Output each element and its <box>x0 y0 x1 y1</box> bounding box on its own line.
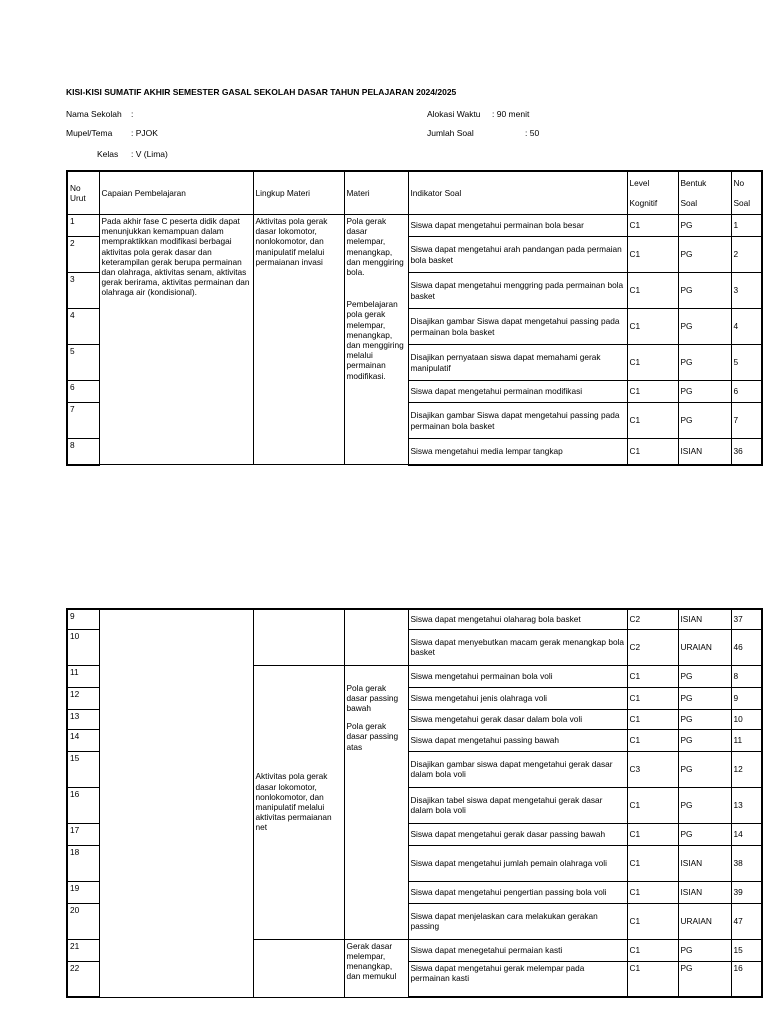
level-kognitif-cell: C1 <box>627 215 678 237</box>
bentuk-soal-cell: PG <box>678 273 731 309</box>
no-soal-cell: 39 <box>731 881 762 903</box>
level-kognitif-cell: C1 <box>627 381 678 403</box>
no-urut-cell: 1 <box>67 215 99 237</box>
no-urut-cell: 10 <box>67 629 99 665</box>
no-urut-cell: 12 <box>67 687 99 709</box>
level-kognitif-cell: C1 <box>627 729 678 751</box>
level-kognitif-cell: C1 <box>627 939 678 961</box>
indikator-cell: Siswa dapat menegetahui permaian kasti <box>408 939 627 961</box>
bentuk-soal-cell: ISIAN <box>678 845 731 881</box>
bentuk-soal-cell: URAIAN <box>678 629 731 665</box>
no-urut-cell: 15 <box>67 751 99 787</box>
no-soal-cell: 16 <box>731 961 762 997</box>
no-soal-cell: 10 <box>731 709 762 729</box>
no-soal-cell: 37 <box>731 609 762 629</box>
no-urut-cell: 5 <box>67 345 99 381</box>
document-title: KISI-KISI SUMATIF AKHIR SEMESTER GASAL SEKOLAH DASAR TAHUN PELAJARAN 2024/2025 <box>66 87 457 97</box>
nama-sekolah-label: Nama Sekolah <box>66 109 122 119</box>
no-urut-cell: 19 <box>67 881 99 903</box>
indikator-cell: Siswa dapat mengetahui permainan bola besar <box>408 215 627 237</box>
level-kognitif-cell: C1 <box>627 665 678 687</box>
level-kognitif-cell: C3 <box>627 751 678 787</box>
level-kognitif-cell: C1 <box>627 823 678 845</box>
no-urut-cell: 2 <box>67 237 99 273</box>
no-urut-cell: 20 <box>67 903 99 939</box>
level-kognitif-cell: C2 <box>627 629 678 665</box>
no-soal-cell: 15 <box>731 939 762 961</box>
no-soal-cell: 47 <box>731 903 762 939</box>
materi-text-1: Pola gerak dasar melempar, menangkap, dan menggiring bola. <box>346 216 404 278</box>
no-soal-cell: 14 <box>731 823 762 845</box>
table-row <box>67 609 762 629</box>
indikator-cell: Siswa dapat mengetahui permainan modifikasi <box>408 381 627 403</box>
lingkup-cell: Aktivitas pola gerak dasar lokomotor, nonlokomotor, dan manipulatif melalui permaianan invasi <box>253 215 344 465</box>
no-soal-cell: 46 <box>731 629 762 665</box>
no-urut-cell: 16 <box>67 787 99 823</box>
materi-passing-cell <box>344 665 408 939</box>
indikator-cell: Siswa dapat menyebutkan macam gerak menangkap bola basket <box>408 629 627 665</box>
no-urut-cell: 9 <box>67 609 99 629</box>
bentuk-soal-cell: PG <box>678 939 731 961</box>
kelas-value: : V (Lima) <box>131 149 168 159</box>
indikator-cell: Disajikan gambar siswa dapat mengetahui gerak dasar dalam bola voli <box>408 751 627 787</box>
bentuk-soal-cell: PG <box>678 687 731 709</box>
lingkup-kasti-cell-empty <box>253 939 344 997</box>
level-kognitif-cell: C1 <box>627 961 678 997</box>
no-soal-cell: 36 <box>731 439 762 465</box>
alokasi-waktu-label: Alokasi Waktu <box>427 109 481 119</box>
no-soal-cell: 11 <box>731 729 762 751</box>
no-soal-cell: 9 <box>731 687 762 709</box>
kelas-label: Kelas <box>97 149 119 159</box>
kisi-kisi-table-page1 <box>66 170 763 466</box>
level-kognitif-cell: C1 <box>627 309 678 345</box>
capaian-cell: Pada akhir fase C peserta didik dapat menunjukkan kemampuan dalam mempraktikkan modifikasi berbagai aktivitas pola gerak dasar dan keterampilan gerak berupa permainan dan olahraga, aktivitas senam, aktivitas gerak berirama, aktivitas permainan dan olahraga air (kondisional). <box>99 215 253 465</box>
no-soal-cell: 38 <box>731 845 762 881</box>
bentuk-soal-cell: PG <box>678 403 731 439</box>
materi-passing-bawah: Pola gerak dasar passing bawah <box>346 682 399 713</box>
no-soal-cell: 13 <box>731 787 762 823</box>
bentuk-soal-cell: ISIAN <box>678 609 731 629</box>
no-urut-cell: 4 <box>67 309 99 345</box>
level-kognitif-cell: C1 <box>627 903 678 939</box>
indikator-cell: Siswa dapat menjelaskan cara melakukan gerakan passing <box>408 903 627 939</box>
jumlah-soal-value: : 50 <box>525 128 540 138</box>
no-urut-cell: 7 <box>67 403 99 439</box>
no-soal-cell: 12 <box>731 751 762 787</box>
materi-cell <box>344 215 408 465</box>
bentuk-soal-cell: ISIAN <box>678 439 731 465</box>
indikator-cell: Siswa mengetahui jenis olahraga voli <box>408 687 627 709</box>
bentuk-soal-cell: PG <box>678 823 731 845</box>
level-kognitif-cell: C1 <box>627 237 678 273</box>
indikator-cell: Disajikan pernyataan siswa dapat memahami gerak manipulatif <box>408 345 627 381</box>
level-kognitif-cell: C1 <box>627 845 678 881</box>
lingkup-net-cell: Aktivitas pola gerak dasar lokomotor, nonlokomotor, dan manipulatif melalui aktivitas permaianan net <box>253 665 344 939</box>
col-header-no-soal <box>731 171 762 215</box>
indikator-cell: Siswa dapat mengetahui gerak melempar pada permainan kasti <box>408 961 627 997</box>
no-urut-cell: 14 <box>67 729 99 751</box>
level-kognitif-cell: C2 <box>627 609 678 629</box>
no-urut-cell: 6 <box>67 381 99 403</box>
bentuk-soal-cell: PG <box>678 345 731 381</box>
indikator-cell: Siswa mengetahui media lempar tangkap <box>408 439 627 465</box>
header-text-line: Bentuk <box>680 178 707 188</box>
bentuk-soal-cell: ISIAN <box>678 881 731 903</box>
header-text-line: Level <box>629 178 650 188</box>
indikator-cell: Siswa mengetahui gerak dasar dalam bola voli <box>408 709 627 729</box>
col-header-lingkup: Lingkup Materi <box>253 171 344 215</box>
header-text-line: Soal <box>733 198 751 208</box>
level-kognitif-cell: C1 <box>627 881 678 903</box>
no-soal-cell: 6 <box>731 381 762 403</box>
bentuk-soal-cell: PG <box>678 665 731 687</box>
col-header-indikator: Indikator Soal <box>408 171 627 215</box>
bentuk-soal-cell: PG <box>678 751 731 787</box>
lingkup-cell-empty <box>253 609 344 665</box>
no-soal-cell: 4 <box>731 309 762 345</box>
bentuk-soal-cell: URAIAN <box>678 903 731 939</box>
no-urut-cell: 18 <box>67 845 99 881</box>
indikator-cell: Disajikan tabel siswa dapat mengetahui gerak dasar dalam bola voli <box>408 787 627 823</box>
bentuk-soal-cell: PG <box>678 381 731 403</box>
col-header-no-urut: No Urut <box>67 171 99 215</box>
materi-passing-atas: Pola gerak dasar passing atas <box>346 721 399 752</box>
bentuk-soal-cell: PG <box>678 309 731 345</box>
level-kognitif-cell: C1 <box>627 787 678 823</box>
no-soal-cell: 2 <box>731 237 762 273</box>
level-kognitif-cell: C1 <box>627 709 678 729</box>
no-urut-cell: 13 <box>67 709 99 729</box>
indikator-cell: Disajikan gambar Siswa dapat mengetahui passing pada permainan bola basket <box>408 403 627 439</box>
bentuk-soal-cell: PG <box>678 961 731 997</box>
bentuk-soal-cell: PG <box>678 709 731 729</box>
indikator-cell: Siswa dapat mengetahui gerak dasar passing bawah <box>408 823 627 845</box>
bentuk-soal-cell: PG <box>678 215 731 237</box>
bentuk-soal-cell: PG <box>678 729 731 751</box>
no-urut-cell: 17 <box>67 823 99 845</box>
level-kognitif-cell: C1 <box>627 345 678 381</box>
nama-sekolah-value: : <box>131 109 134 119</box>
no-urut-cell: 3 <box>67 273 99 309</box>
indikator-cell: Siswa dapat mengetahui jumlah pemain olahraga voli <box>408 845 627 881</box>
level-kognitif-cell: C1 <box>627 439 678 465</box>
capaian-cell-empty <box>99 609 253 997</box>
bentuk-soal-cell: PG <box>678 787 731 823</box>
no-soal-cell: 3 <box>731 273 762 309</box>
indikator-cell: Siswa dapat mengetahui menggring pada permainan bola basket <box>408 273 627 309</box>
header-text-line: Kognitif <box>629 198 658 208</box>
indikator-cell: Disajikan gambar Siswa dapat mengetahui passing pada permainan bola basket <box>408 309 627 345</box>
no-urut-cell: 8 <box>67 439 99 465</box>
no-urut-cell: 22 <box>67 961 99 997</box>
level-kognitif-cell: C1 <box>627 403 678 439</box>
indikator-cell: Siswa dapat mengetahui arah pandangan pada permaian bola basket <box>408 237 627 273</box>
materi-cell-empty <box>344 609 408 665</box>
level-kognitif-cell: C1 <box>627 687 678 709</box>
no-urut-cell: 21 <box>67 939 99 961</box>
header-text-line: Soal <box>680 198 698 208</box>
mupel-label: Mupel/Tema <box>66 128 113 138</box>
indikator-cell: Siswa dapat mengetahui passing bawah <box>408 729 627 751</box>
header-text-line: No <box>733 178 745 188</box>
indikator-cell: Siswa dapat mengetahui pengertian passing bola voli <box>408 881 627 903</box>
col-header-capaian: Capaian Pembelajaran <box>99 171 253 215</box>
no-soal-cell: 1 <box>731 215 762 237</box>
materi-kasti-cell: Gerak dasar melempar, menangkap, dan memukul <box>344 939 408 997</box>
col-header-bentuk <box>678 171 731 215</box>
indikator-cell: Siswa dapat mengetahui olaharag bola basket <box>408 609 627 629</box>
no-urut-cell: 11 <box>67 665 99 687</box>
no-soal-cell: 8 <box>731 665 762 687</box>
table-row <box>67 215 762 237</box>
jumlah-soal-label: Jumlah Soal <box>427 128 474 138</box>
mupel-value: : PJOK <box>131 128 158 138</box>
indikator-cell: Siswa mengetahui permainan bola voli <box>408 665 627 687</box>
no-soal-cell: 5 <box>731 345 762 381</box>
materi-text-2: Pembelajaran pola gerak melempar, menangkap, dan menggiring melalui permainan modifikasi. <box>346 299 404 381</box>
level-kognitif-cell: C1 <box>627 273 678 309</box>
alokasi-waktu-value: : 90 menit <box>492 109 530 119</box>
table-header-row <box>67 171 762 215</box>
col-header-materi: Materi <box>344 171 408 215</box>
bentuk-soal-cell: PG <box>678 237 731 273</box>
no-soal-cell: 7 <box>731 403 762 439</box>
kisi-kisi-table-page2 <box>66 608 763 998</box>
col-header-level <box>627 171 678 215</box>
